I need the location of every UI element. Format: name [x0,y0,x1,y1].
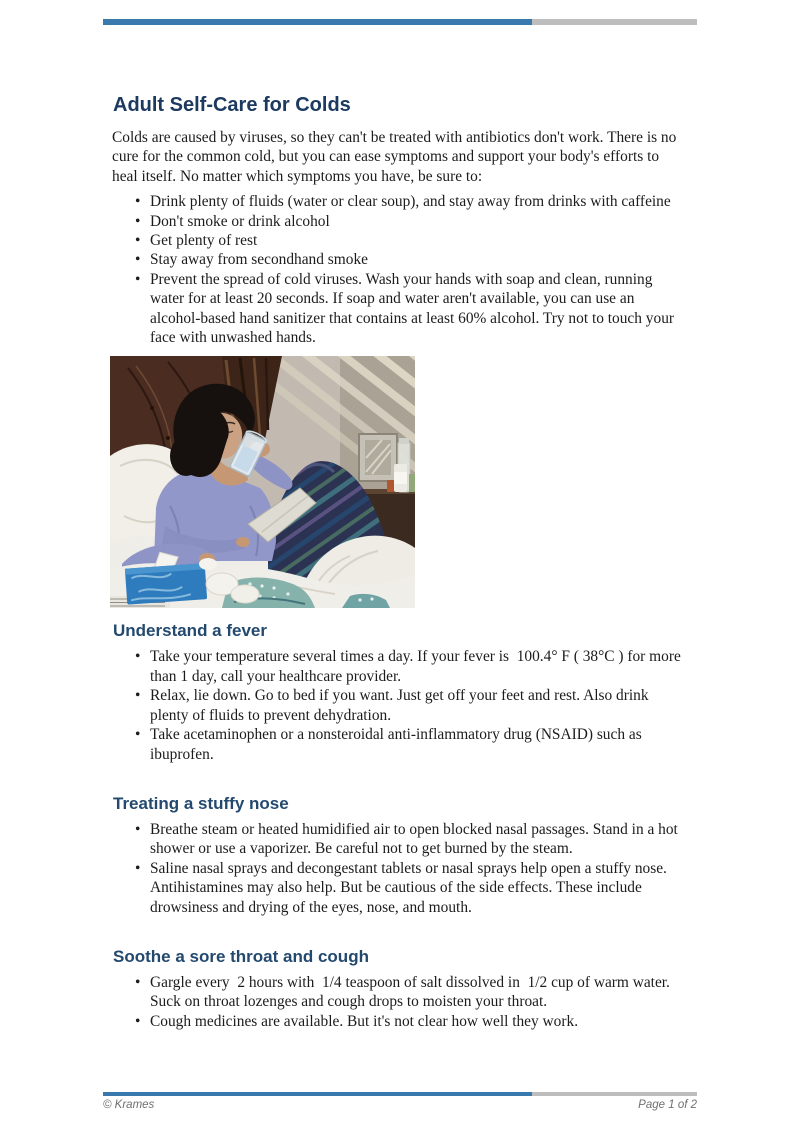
intro-bullet-list [112,192,688,347]
section-heading-sore-throat: Soothe a sore throat and cough [113,946,369,966]
copyright-text: © Krames [103,1099,155,1111]
list-item: • Relax, lie down. Go to bed if you want. Just get off your feet and rest. Also drink plenty of fluids to prevent dehydration. [112,686,688,725]
footer-bar-blue-segment [103,1092,532,1096]
footer-bar-gray-segment [532,1092,697,1096]
list-item: • Gargle every 2 hours with 1/4 teaspoon of salt dissolved in 1/2 cup of warm water. Suck on throat lozenges and cough drops to moisten your throat. [112,973,688,1012]
sick-woman-photo [110,356,415,608]
section-heading-fever: Understand a fever [113,621,267,641]
sore-throat-bullet-list [112,973,688,1031]
section-heading-stuffy-nose: Treating a stuffy nose [113,793,289,813]
footer-accent-bar [103,1092,697,1096]
list-item: • Take acetaminophen or a nonsteroidal anti-inflammatory drug (NSAID) such as ibuprofen. [112,725,688,764]
list-item: • Cough medicines are available. But it's not clear how well they work. [112,1012,688,1031]
page-title: Adult Self-Care for Colds [113,94,351,116]
picture-frame [359,434,397,481]
sick-woman-photo-illustration [110,356,415,608]
footer [103,1099,697,1111]
document-body [112,0,688,1031]
intro-paragraph: Colds are caused by viruses, so they can't be treated with antibiotics don't work. There is no cure for the common cold, but you can ease symptoms and support your body's efforts to heal itself. No matter which symptoms you have, be sure to: [112,129,681,185]
fever-bullet-list [112,647,688,763]
list-item: • Stay away from secondhand smoke [112,250,688,269]
list-item: • Take your temperature several times a day. If your fever is 100.4° F ( 38°C ) for more than 1 day, call your healthcare provider. [112,647,688,686]
stuffy-nose-bullet-list [112,820,688,917]
list-item: • Get plenty of rest [112,231,688,250]
list-item: • Drink plenty of fluids (water or clear soup), and stay away from drinks with caffeine [112,192,688,211]
page-number-text: Page 1 of 2 [638,1099,697,1111]
list-item: • Breathe steam or heated humidified air to open blocked nasal passages. Stand in a hot shower or use a vaporizer. Be careful not to get burned by the steam. [112,820,688,859]
list-item: • Don't smoke or drink alcohol [112,212,688,231]
list-item: • Saline nasal sprays and decongestant tablets or nasal sprays help open a stuffy nose. Antihistamines may also help. But be cautious of the side effects. These include drowsiness and drying of the eyes, nose, and mouth. [112,859,688,917]
list-item: • Prevent the spread of cold viruses. Wash your hands with soap and clean, running water for at least 20 seconds. If soap and water aren't available, you can use an alcohol-based hand sanitizer that contains at least 60% alcohol. Try not to touch your face with unwashed hands. [112,270,688,348]
